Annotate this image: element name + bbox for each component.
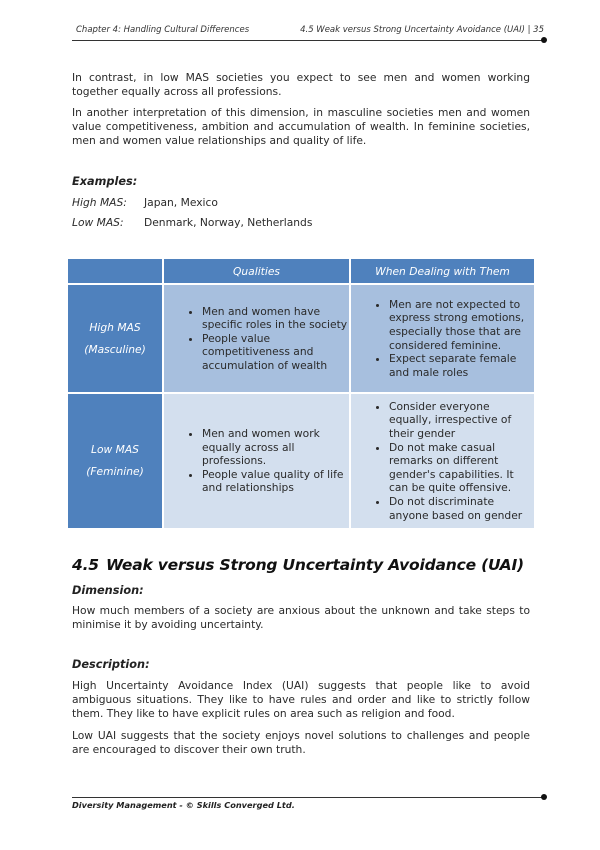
dealing-cell-low: [351, 394, 534, 528]
list-item: • Men are not expected to express strong emotions, especially those that are considered feminine.: [389, 298, 534, 352]
running-header-chapter: Chapter 4: Handling Cultural Differences: [76, 25, 250, 35]
footer-text: Diversity Management - © Skills Converged Ltd.: [72, 800, 295, 810]
dealing-list: [351, 400, 534, 522]
row-header-low-mas: [68, 394, 162, 528]
description-paragraph-2: Low UAI suggests that the society enjoys novel solutions to challenges and people are encouraged to discover their own truth.: [72, 729, 530, 756]
qualities-list: [164, 305, 349, 373]
example-value: Japan, Mexico: [144, 196, 218, 209]
intro-paragraph-2: In another interpretation of this dimension, in masculine societies men and women value competitiveness, ambition and accumulation of wealth. In feminine societies, men and women value relationships and quality of life.: [72, 106, 530, 147]
list-item: • Expect separate female and male roles: [389, 352, 534, 379]
qualities-cell-high: [164, 285, 349, 392]
description-heading: Description:: [72, 658, 150, 671]
dealing-cell-high: [351, 285, 534, 392]
section-number: 4.5: [72, 556, 99, 574]
row-header-high-mas: [68, 285, 162, 392]
dimension-paragraph: How much members of a society are anxious about the unknown and take steps to minimise it by avoiding uncertainty.: [72, 604, 530, 631]
list-item: • Men and women have specific roles in the society: [202, 305, 349, 332]
examples-heading: Examples:: [72, 175, 138, 188]
row-sublabel: (Feminine): [86, 465, 144, 478]
dimension-heading: Dimension:: [72, 584, 144, 597]
list-item: • Do not discriminate anyone based on gender: [389, 495, 534, 522]
list-item: • Men and women work equally across all professions.: [202, 427, 349, 468]
qualities-list: [164, 427, 349, 495]
row-label: High MAS: [89, 320, 141, 334]
header-rule: [72, 40, 542, 41]
footer-rule-dot: [541, 794, 547, 800]
section-title: Weak versus Strong Uncertainty Avoidance (UAI): [106, 556, 524, 574]
dealing-list: [351, 298, 534, 380]
list-item: • Consider everyone equally, irrespective of their gender: [389, 400, 534, 441]
table-corner-cell: [68, 259, 162, 283]
list-item: • People value competitiveness and accumulation of wealth: [202, 332, 349, 373]
qualities-cell-low: [164, 394, 349, 528]
example-label: Low MAS:: [72, 216, 124, 229]
table-row-high-mas: [68, 285, 534, 392]
table-row-low-mas: [68, 394, 534, 528]
list-item: • People value quality of life and relationships: [202, 468, 349, 495]
description-paragraph-1: High Uncertainty Avoidance Index (UAI) suggests that people like to avoid ambiguous situations. They like to have rules and order and like to strictly follow them. They like to have explicit rules on area such as religion and food.: [72, 679, 530, 720]
intro-paragraph-1: In contrast, in low MAS societies you expect to see men and women working together equally across all professions.: [72, 71, 530, 98]
column-header-dealing: When Dealing with Them: [351, 259, 534, 283]
running-header-section-page: 4.5 Weak versus Strong Uncertainty Avoidance (UAI) | 35: [300, 25, 544, 35]
table-header-row: [68, 259, 534, 283]
example-row-high: [72, 196, 218, 209]
list-item: • Do not make casual remarks on different gender's capabilities. It can be quite offensive.: [389, 441, 534, 495]
example-value: Denmark, Norway, Netherlands: [144, 216, 313, 229]
example-row-low: [72, 216, 312, 229]
mas-comparison-table: [66, 257, 536, 530]
row-sublabel: (Masculine): [84, 342, 146, 356]
header-rule-dot: [541, 37, 547, 43]
row-label: Low MAS: [91, 443, 139, 456]
column-header-qualities: Qualities: [164, 259, 349, 283]
footer-rule: [72, 797, 542, 798]
example-label: High MAS:: [72, 196, 127, 209]
section-heading: [72, 556, 524, 574]
